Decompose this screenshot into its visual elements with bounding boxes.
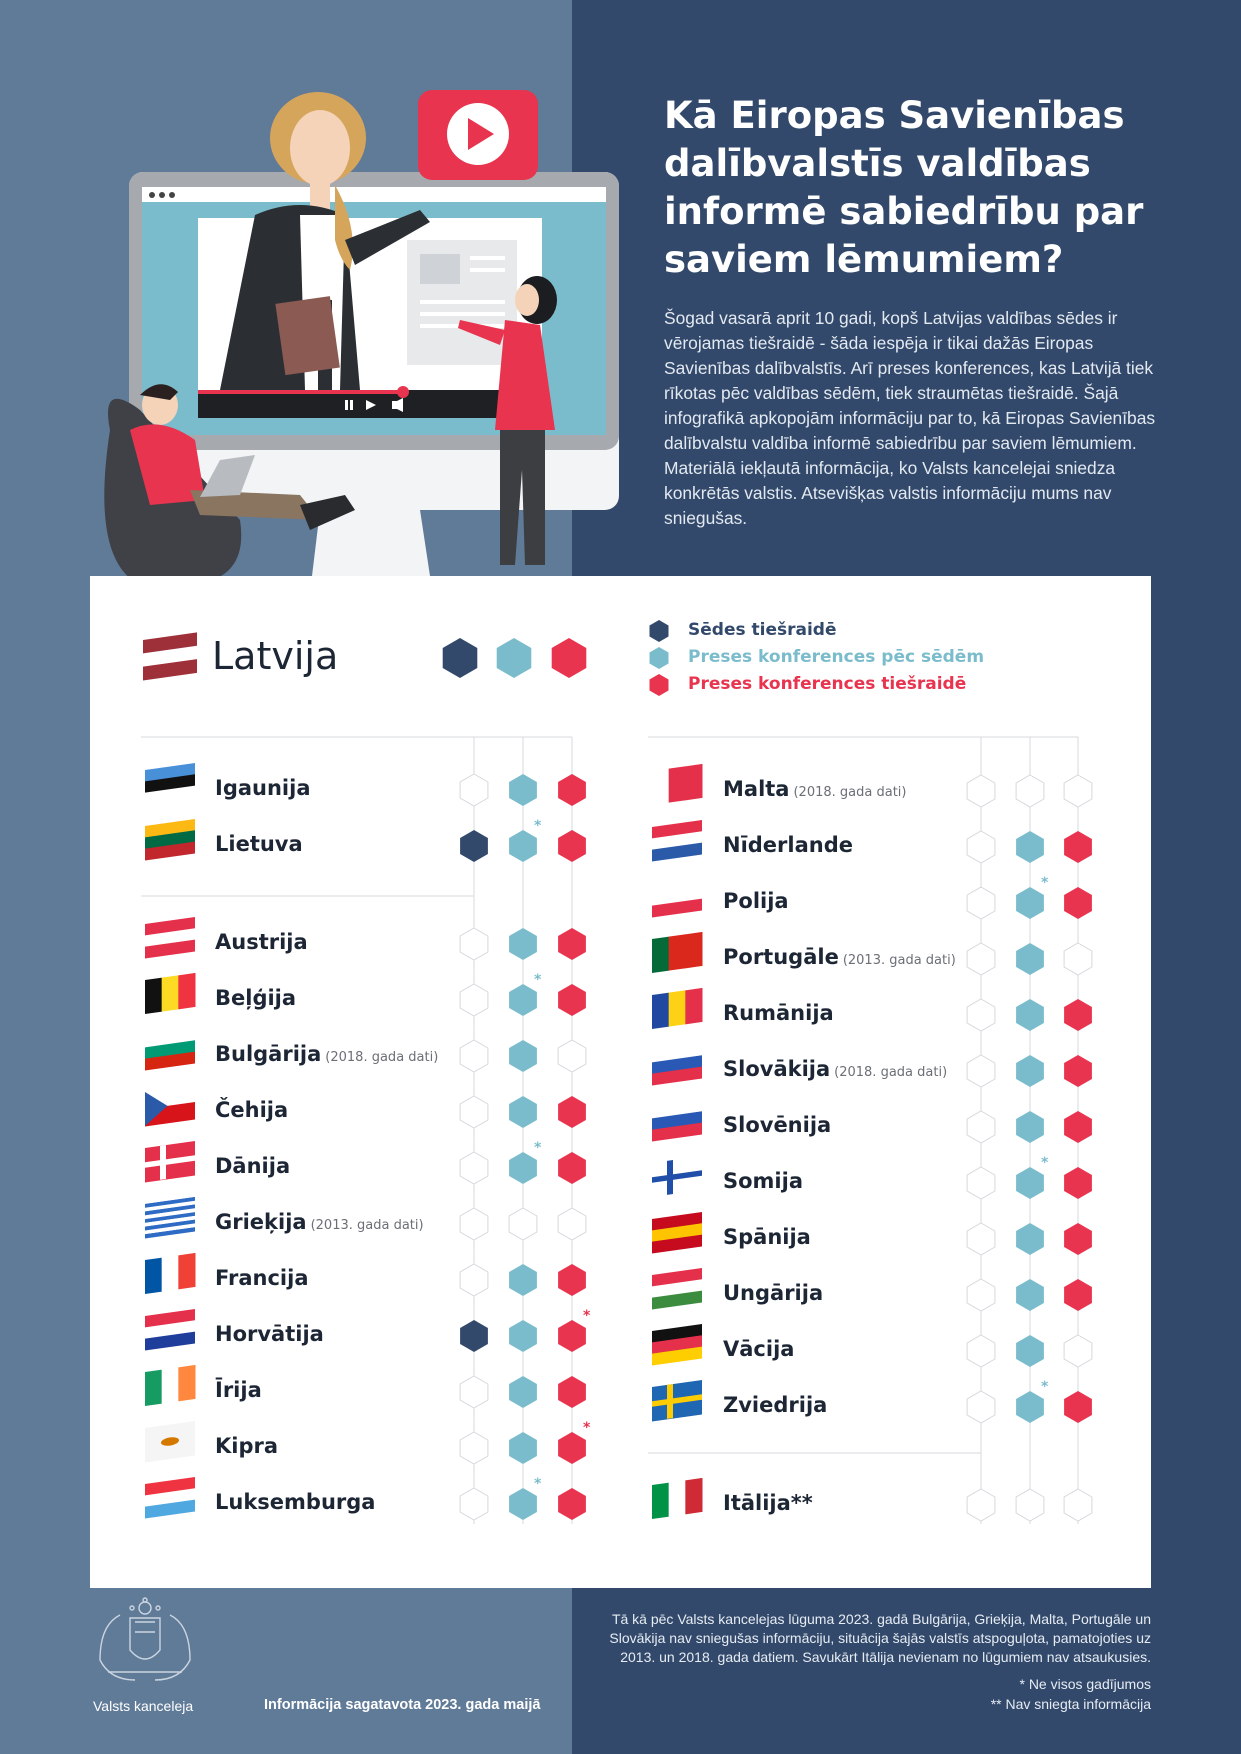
hex-dk-press <box>509 1152 537 1184</box>
hex-ro-session <box>967 999 995 1031</box>
country-nl: Nīderlande <box>723 833 853 857</box>
hex-se-press <box>1016 1391 1044 1423</box>
hex-cz-press_live <box>558 1096 586 1128</box>
hex-hu-press_live <box>1064 1279 1092 1311</box>
hex-ee-press <box>509 774 537 806</box>
country-pl: Polija <box>723 889 789 913</box>
footnote-partial: * Ne visos gadījumos <box>1019 1676 1151 1692</box>
hex-fr-press <box>509 1264 537 1296</box>
hex-se-session <box>967 1391 995 1423</box>
country-si: Slovēnija <box>723 1113 832 1137</box>
title-line: informē sabiedrību par <box>664 190 1144 233</box>
hex-pl-session <box>967 887 995 919</box>
intro-text: Šogad vasarā aprit 10 gadi, kopš Latvijas valdības sēdes ir vērojamas tiešraidē - šāda iespēja ir tikai dažās Eiropas Savienības dalībvalstīs. Arī preses konferences, kas Latvijā tiek rīkotas pēc valdības sēdēm, tiek straumētas tiešraidē. Šajā infografikā apkopojām informāciju par to, kā Eiropas Savienības dalībvalstu valdība informē sabiedrību par saviem lēmumiem. Materiālā iekļautā informācija, ko Valsts kancelejai sniedza konkrētās valstis. Atsevišķas valstis informāciju mums nav sniegušas. <box>664 308 1156 528</box>
latvia-hex-press <box>497 638 532 678</box>
hex-dk-session <box>460 1152 488 1184</box>
hex-cz-session <box>460 1096 488 1128</box>
hex-cy-press_live <box>558 1432 586 1464</box>
flag-nl-icon <box>652 820 702 862</box>
hex-pt-press <box>1016 943 1044 975</box>
legend-item-session: Sēdes tiešraidē <box>688 620 837 640</box>
hex-de-session <box>967 1335 995 1367</box>
hex-ee-press_live <box>558 774 586 806</box>
hex-pt-press_live <box>1064 943 1092 975</box>
hex-at-session <box>460 928 488 960</box>
hex-lu-press <box>509 1488 537 1520</box>
hex-es-press_live <box>1064 1223 1092 1255</box>
star-marker: * <box>534 1140 542 1156</box>
footnote-no-info: ** Nav sniegta informācija <box>990 1696 1151 1712</box>
hex-cz-press <box>509 1096 537 1128</box>
hex-bg-press <box>509 1040 537 1072</box>
hex-fr-press_live <box>558 1264 586 1296</box>
hex-nl-session <box>967 831 995 863</box>
legend-hex-session <box>650 620 669 642</box>
hex-mt-press_live <box>1064 775 1092 807</box>
hex-ro-press <box>1016 999 1044 1031</box>
country-bg: Bulgārija (2018. gada dati) <box>215 1042 439 1066</box>
hex-sk-press <box>1016 1055 1044 1087</box>
hex-hu-session <box>967 1279 995 1311</box>
hex-it-press <box>1016 1489 1044 1521</box>
star-marker: * <box>534 972 542 988</box>
hex-de-press <box>1016 1335 1044 1367</box>
hex-pl-press <box>1016 887 1044 919</box>
hex-at-press <box>509 928 537 960</box>
country-ie: Īrija <box>215 1378 262 1402</box>
hex-fi-press <box>1016 1167 1044 1199</box>
hex-it-session <box>967 1489 995 1521</box>
hex-es-session <box>967 1223 995 1255</box>
hex-hr-press_live <box>558 1320 586 1352</box>
hex-sk-session <box>967 1055 995 1087</box>
flag-mt-icon <box>652 764 703 805</box>
hex-mt-press <box>1016 775 1044 807</box>
latvia-title: Latvija <box>212 634 339 678</box>
legend-item-press: Preses konferences pēc sēdēm <box>688 647 985 667</box>
hex-gr-press <box>509 1208 537 1240</box>
country-fr: Francija <box>215 1266 309 1290</box>
title-line: Kā Eiropas Savienības <box>664 94 1125 137</box>
flag-de-icon <box>652 1324 702 1366</box>
hex-sk-press_live <box>1064 1055 1092 1087</box>
flag-hu-icon <box>652 1268 702 1310</box>
hex-se-press_live <box>1064 1391 1092 1423</box>
country-hr: Horvātija <box>215 1322 324 1346</box>
hex-ie-press_live <box>558 1376 586 1408</box>
hex-be-session <box>460 984 488 1016</box>
hex-ee-session <box>460 774 488 806</box>
flag-fi-icon <box>652 1156 702 1198</box>
hex-gr-press_live <box>558 1208 586 1240</box>
hex-nl-press_live <box>1064 831 1092 863</box>
hex-be-press <box>509 984 537 1016</box>
flag-es-icon <box>652 1212 702 1254</box>
country-pt: Portugāle (2013. gada dati) <box>723 945 956 969</box>
hex-ro-press_live <box>1064 999 1092 1031</box>
country-lt: Lietuva <box>215 832 303 856</box>
country-at: Austrija <box>215 930 308 954</box>
country-cz: Čehija <box>215 1098 289 1122</box>
country-dk: Dānija <box>215 1154 291 1178</box>
legend-hex-press_live <box>650 674 669 696</box>
flag-sk-icon <box>652 1044 702 1086</box>
flag-si-icon <box>652 1100 702 1142</box>
country-hu: Ungārija <box>723 1281 824 1305</box>
country-be: Beļģija <box>215 986 297 1010</box>
legend-item-press_live: Preses konferences tiešraidē <box>688 674 967 694</box>
hex-lu-press_live <box>558 1488 586 1520</box>
hex-fi-press_live <box>1064 1167 1092 1199</box>
hex-pl-press_live <box>1064 887 1092 919</box>
hex-gr-session <box>460 1208 488 1240</box>
hex-cy-press <box>509 1432 537 1464</box>
country-ee: Igaunija <box>215 776 311 800</box>
hex-lt-press <box>509 830 537 862</box>
hex-es-press <box>1016 1223 1044 1255</box>
hex-dk-press_live <box>558 1152 586 1184</box>
hex-hu-press <box>1016 1279 1044 1311</box>
hex-fr-session <box>460 1264 488 1296</box>
flag-it-icon <box>652 1478 703 1519</box>
latvia-hex-session <box>443 638 478 678</box>
hex-lu-session <box>460 1488 488 1520</box>
country-mt: Malta (2018. gada dati) <box>723 777 907 801</box>
flag-pt-icon <box>652 932 703 973</box>
star-marker: * <box>1041 1379 1049 1395</box>
latvia-hex-press_live <box>552 638 587 678</box>
country-de: Vācija <box>723 1337 795 1361</box>
country-lu: Luksemburga <box>215 1490 376 1514</box>
hex-si-press <box>1016 1111 1044 1143</box>
coat-of-arms-icon <box>0 0 240 1754</box>
title-line: dalībvalstīs valdības <box>664 142 1091 185</box>
flag-se-icon <box>652 1380 702 1422</box>
hex-cy-session <box>460 1432 488 1464</box>
hex-fi-session <box>967 1167 995 1199</box>
hex-be-press_live <box>558 984 586 1016</box>
hex-mt-session <box>967 775 995 807</box>
country-se: Zviedrija <box>723 1393 828 1417</box>
hex-bg-press_live <box>558 1040 586 1072</box>
star-marker: * <box>1041 1155 1049 1171</box>
hex-hr-press <box>509 1320 537 1352</box>
hex-lt-press_live <box>558 830 586 862</box>
prepared-date: Informācija sagatavota 2023. gada maijā <box>264 1697 541 1713</box>
hex-pt-session <box>967 943 995 975</box>
flag-ro-icon <box>652 988 703 1029</box>
country-sk: Slovākija (2018. gada dati) <box>723 1057 948 1081</box>
star-marker: * <box>534 1476 542 1492</box>
hex-ie-session <box>460 1376 488 1408</box>
star-marker: * <box>583 1308 591 1324</box>
star-marker: * <box>1041 875 1049 891</box>
hex-at-press_live <box>558 928 586 960</box>
legend-hex-press <box>650 647 669 669</box>
hex-it-press_live <box>1064 1489 1092 1521</box>
org-name: Valsts kanceleja <box>93 1698 194 1714</box>
hex-si-session <box>967 1111 995 1143</box>
hex-ie-press <box>509 1376 537 1408</box>
footer-note: Tā kā pēc Valsts kancelejas lūguma 2023. gadā Bulgārija, Grieķija, Malta, Portugāle un Slovākija nav sniegušas informāciju, situācija šajās valstīs atspoguļota, pamatojoties uz 2013. un 2018. gada datiem. Savukārt Itālija nevienam no lūgumiem nav atsaukusies. <box>609 1611 1151 1665</box>
hex-nl-press <box>1016 831 1044 863</box>
country-it: Itālija** <box>723 1491 813 1515</box>
hex-de-press_live <box>1064 1335 1092 1367</box>
flag-pl-icon <box>652 876 702 918</box>
country-es: Spānija <box>723 1225 811 1249</box>
country-fi: Somija <box>723 1169 804 1193</box>
country-gr: Grieķija (2013. gada dati) <box>215 1210 424 1234</box>
hex-hr-session <box>460 1320 488 1352</box>
country-ro: Rumānija <box>723 1001 834 1025</box>
hex-bg-session <box>460 1040 488 1072</box>
star-marker: * <box>534 818 542 834</box>
hex-si-press_live <box>1064 1111 1092 1143</box>
title-line: saviem lēmumiem? <box>664 238 1064 281</box>
hex-lt-session <box>460 830 488 862</box>
country-cy: Kipra <box>215 1434 279 1458</box>
star-marker: * <box>583 1420 591 1436</box>
